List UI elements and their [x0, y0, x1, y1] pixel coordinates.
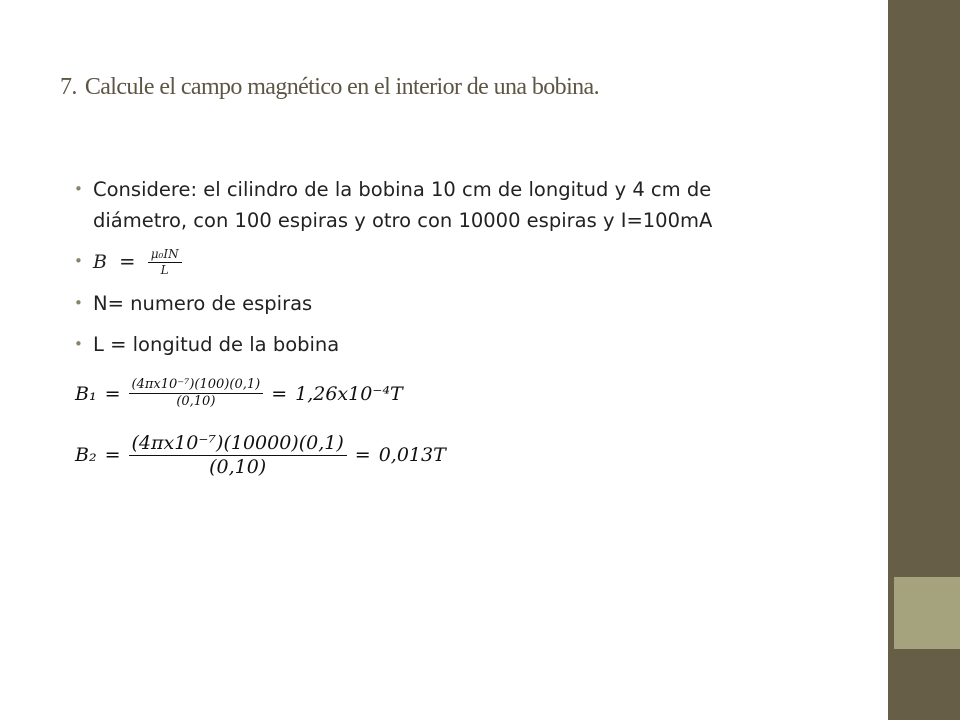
bullet-text: N= numero de espiras	[93, 292, 313, 315]
equation-result: 1,26x10⁻⁴T	[295, 382, 403, 405]
bullet-text: Considere: el cilindro de la bobina 10 cm de longitud y 4 cm de diámetro, con 100 espiras y otro con 10000 espiras y I=100mA	[93, 178, 713, 232]
formula-numerator: μ₀IN	[148, 248, 182, 263]
formula-denominator: L	[160, 263, 169, 277]
formula-lhs: B	[93, 251, 107, 273]
equation-fraction	[129, 433, 347, 478]
bullet-text: L = longitud de la bobina	[93, 333, 340, 356]
equation-numerator: (4πx10⁻⁷)(10000)(0,1)	[129, 433, 347, 456]
equation-lhs: B₁	[75, 382, 97, 405]
equation-b2	[75, 433, 446, 478]
equals-sign: =	[354, 444, 371, 467]
sidebar-accent-block	[894, 577, 960, 649]
list-item	[74, 174, 794, 236]
equals-sign: =	[104, 444, 121, 467]
title-number: 7.	[60, 74, 77, 100]
bullet-dot-icon: •	[74, 252, 83, 270]
slide-title	[60, 74, 860, 101]
bullet-dot-icon: •	[74, 294, 83, 312]
equals-sign: =	[104, 382, 121, 405]
bullet-dot-icon: •	[74, 180, 83, 198]
bullet-dot-icon: •	[74, 335, 83, 353]
equation-denominator: (0,10)	[209, 455, 267, 478]
equation-lhs: B₂	[75, 444, 97, 467]
equation-numerator: (4πx10⁻⁷)(100)(0,1)	[129, 378, 264, 394]
equation-result: 0,013T	[378, 444, 446, 467]
formula-equals: =	[119, 250, 136, 273]
equation-denominator: (0,10)	[176, 394, 216, 410]
list-item	[74, 329, 794, 360]
equation-b1	[75, 378, 403, 410]
title-text: Calcule el campo magnético en el interior de una bobina.	[84, 74, 600, 100]
formula-fraction	[148, 248, 182, 277]
bullet-list	[74, 174, 794, 370]
list-item	[74, 246, 794, 278]
equals-sign: =	[271, 382, 288, 405]
list-item	[74, 288, 794, 319]
equation-fraction	[129, 378, 264, 410]
